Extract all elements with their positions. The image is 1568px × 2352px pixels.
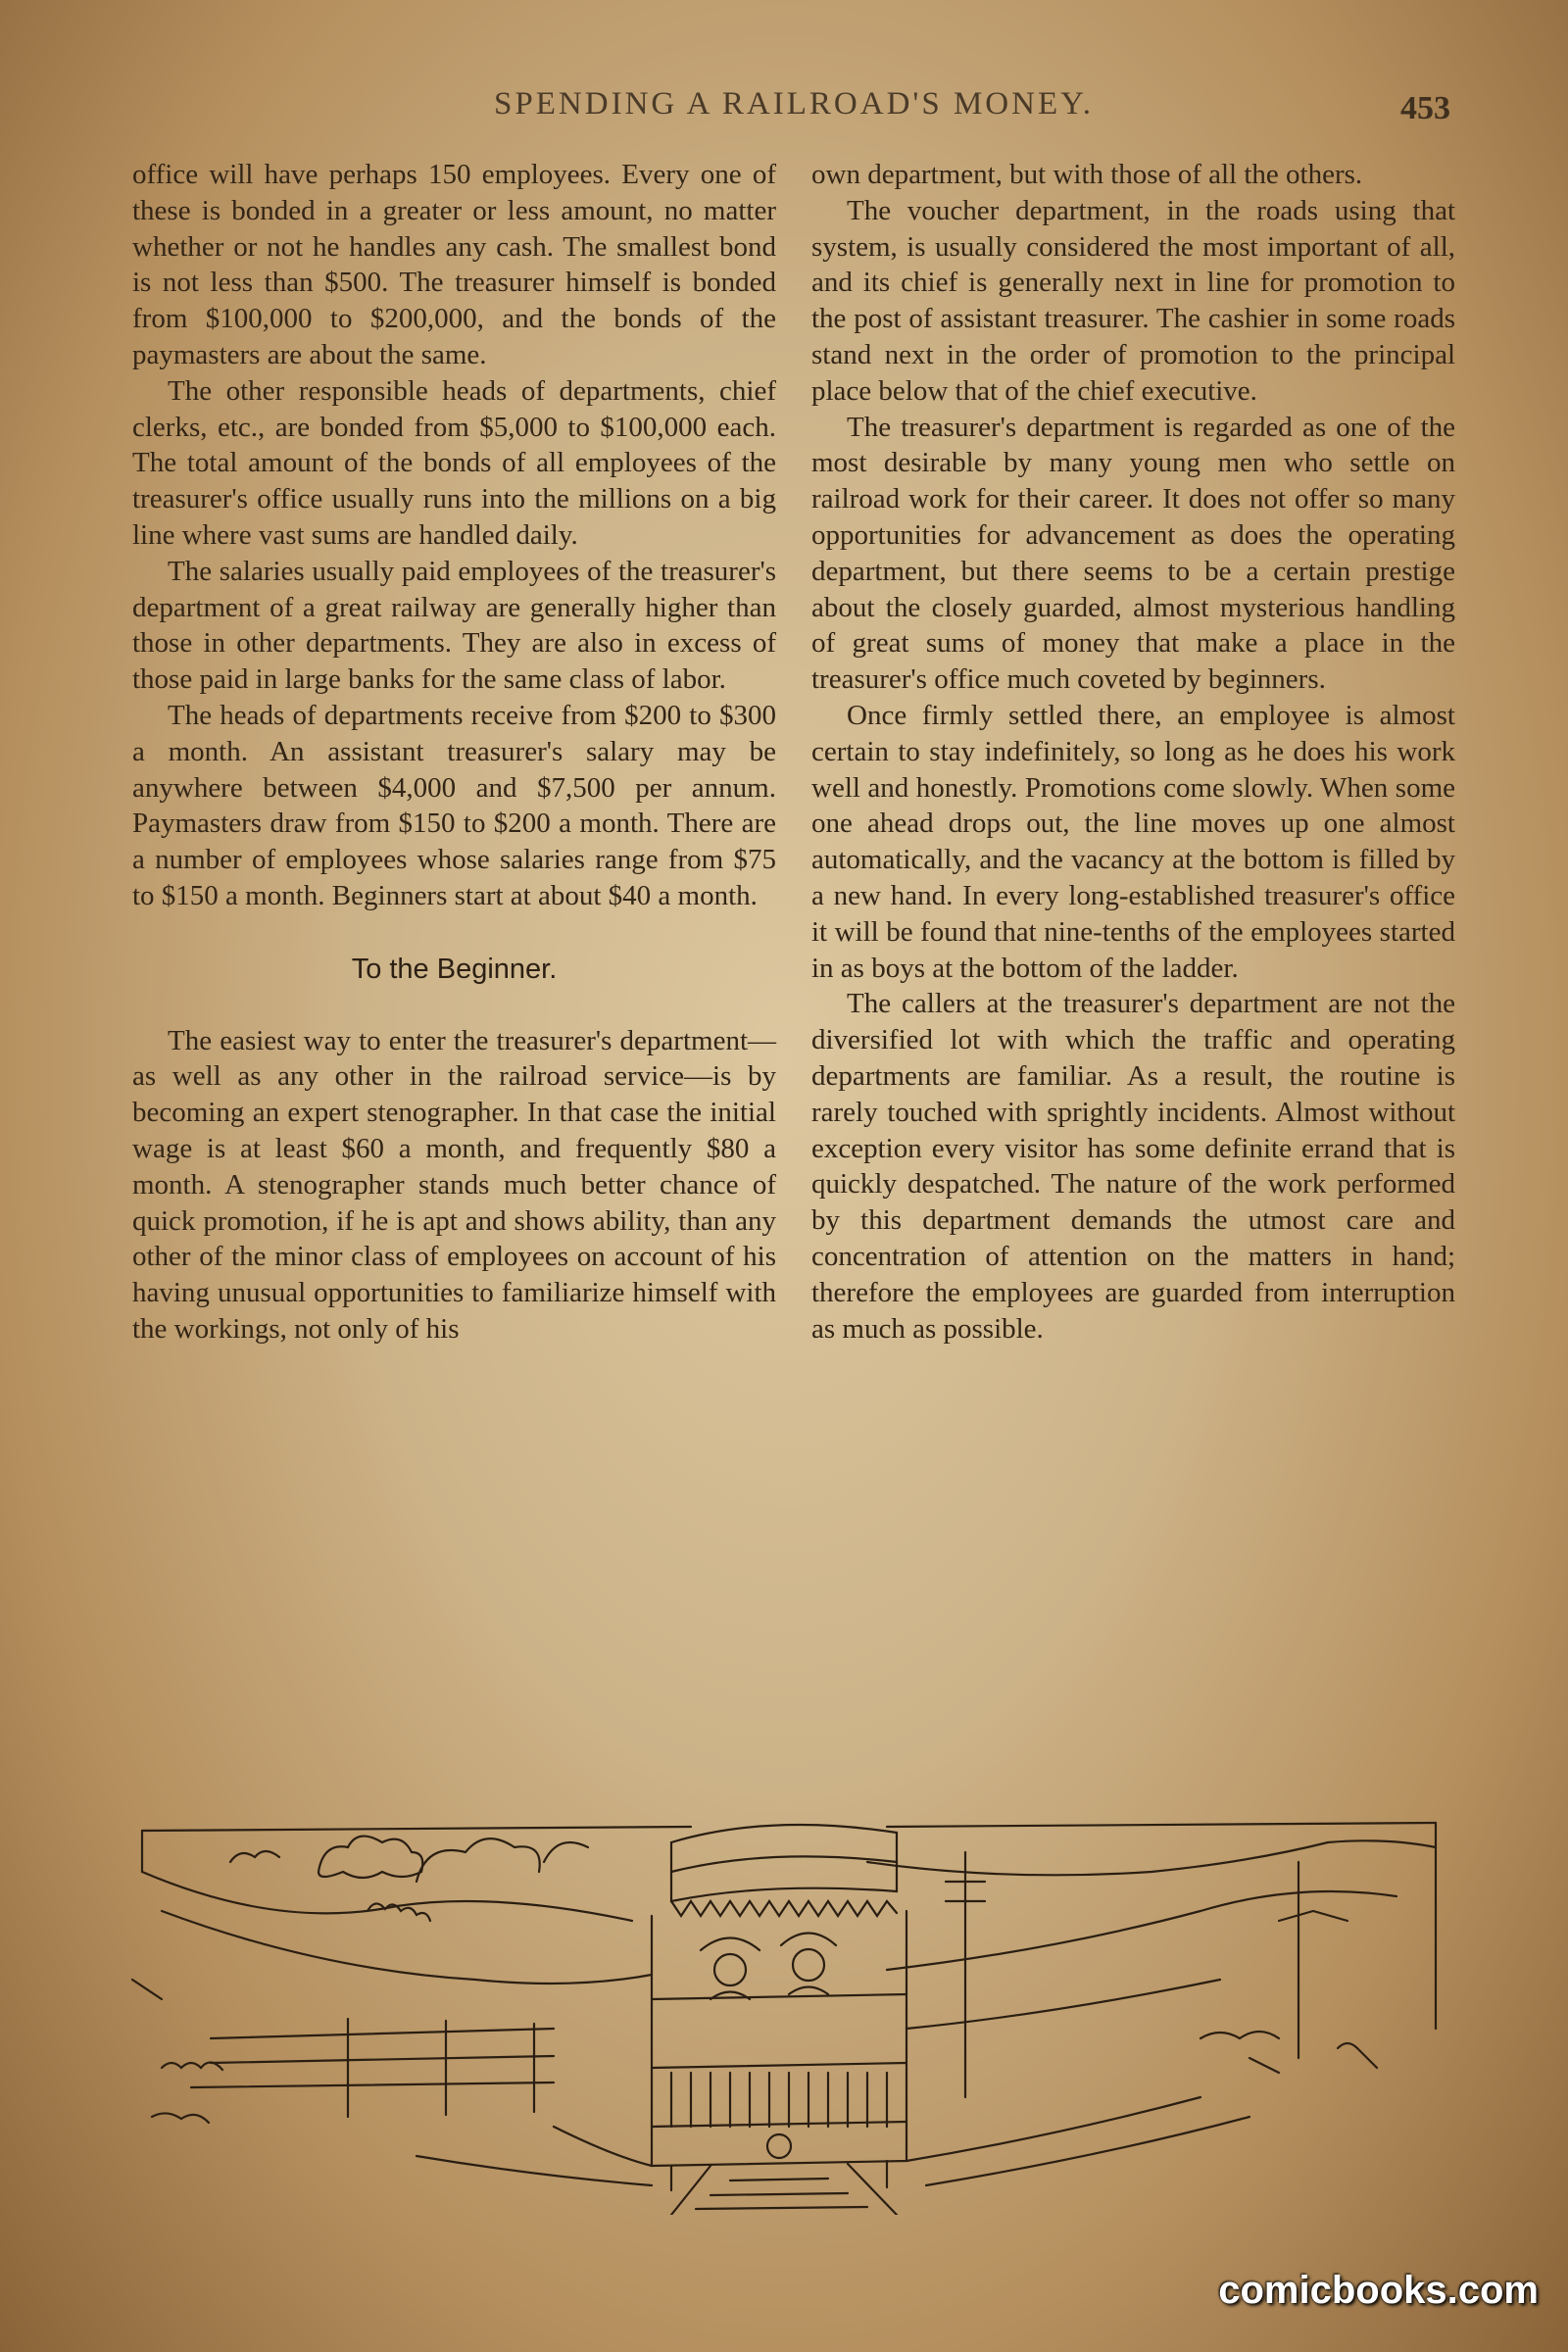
streetcar-illustration	[122, 1803, 1446, 2215]
right-column	[811, 157, 1455, 1784]
paragraph: The heads of departments receive from $200 to $300 a month. An assistant treasurer's salary may be anywhere between $4,000 and $7,500 per annum. Paymasters draw from $150 to $200 a month. There are a number of employees whose salaries range from $75 to $150 a month. Beginners start at about $40 a month.	[132, 699, 776, 911]
watermark: comicbooks.com	[1218, 2269, 1539, 2312]
paragraph: The callers at the treasurer's department are not the diversified lot with which the traffic and operating departments are familiar. As a result, the routine is rarely touched with sprightly incidents. Almost without exception every visitor has some definite errand that is quickly despatched. The nature of the work performed by this department demands the utmost care and concentration of attention on the matters in hand; therefore the employees are guarded from interruption as much as possible.	[811, 988, 1455, 1345]
subheading: To the Beginner.	[351, 953, 558, 985]
paragraph: The treasurer's department is regarded as one of the most desirable by many young men who settle on railroad work for their career. It does not offer so many opportunities for advancement as does the operating department, but there seems to be a certain prestige about the closely guarded, almost mysterious handling of great sums of money that make a place in the treasurer's office much coveted by beginners.	[811, 411, 1455, 696]
paragraph: The salaries usually paid employees of the treasurer's department of a great railway are generally higher than those in other departments. They are also in excess of those paid in large banks for the same class of labor.	[132, 555, 776, 696]
paragraph: The voucher department, in the roads using that system, is usually considered the most important of all, and its chief is generally next in line for promotion to the post of assistant treasurer. The cashier in some roads stand next in the order of promotion to the principal place below that of the chief executive.	[811, 194, 1455, 407]
page-number: 453	[1400, 90, 1450, 126]
paragraph: own department, but with those of all the others.	[811, 159, 1363, 190]
left-column	[132, 157, 776, 1784]
running-head	[137, 86, 1450, 135]
paragraph: The other responsible heads of departments, chief clerks, etc., are bonded from $5,000 to $100,000 each. The total amount of the bonds of all employees of the treasurer's office usually runs into the millions on a big line where vast sums are handled daily.	[132, 374, 776, 551]
paragraph: The easiest way to enter the treasurer's department—as well as any other in the railroad service—is by becoming an expert stenographer. In that case the initial wage is at least $60 a month, and frequently $80 a month. A stenographer stands much better chance of quick promotion, if he is apt and shows ability, than any other of the minor class of employees on account of his having unusual opportunities to familiarize himself with the workings, not only of his	[132, 1024, 776, 1345]
paragraph: office will have perhaps 150 employees. Every one of these is bonded in a greater or less amount, no matter whether or not he handles any cash. The smallest bond is not less than $500. The treasurer himself is bonded from $100,000 to $200,000, and the bonds of the paymasters are about the same.	[132, 159, 776, 370]
running-title: SPENDING A RAILROAD'S MONEY.	[494, 86, 1094, 122]
paragraph: Once firmly settled there, an employee is almost certain to stay indefinitely, so long as he does his work well and honestly. Promotions come slowly. When some one ahead drops out, the line moves up one almost automatically, and the vacancy at the bottom is filled by a new hand. In every long-established treasurer's office it will be found that nine-tenths of the employees started in as boys at the bottom of the ladder.	[811, 699, 1455, 984]
